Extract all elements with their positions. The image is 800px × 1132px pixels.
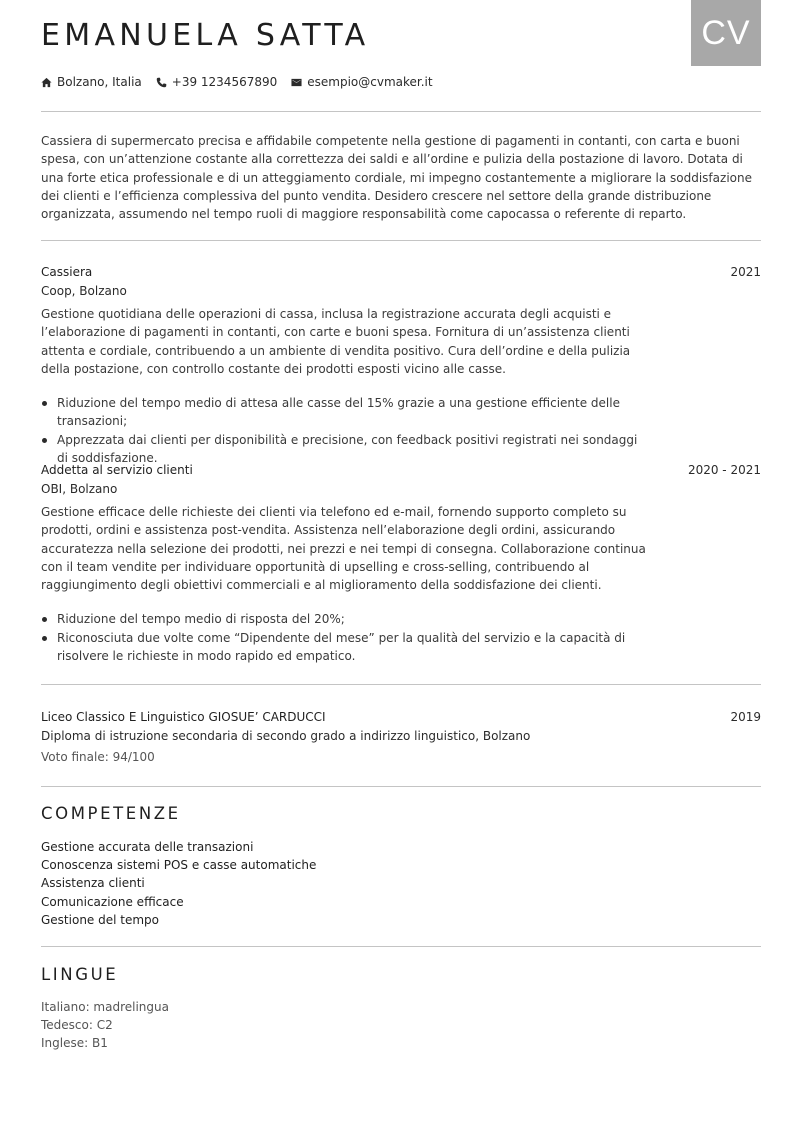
job-title: Cassiera bbox=[41, 265, 93, 279]
skill-item: Assistenza clienti bbox=[41, 876, 145, 891]
mail-icon bbox=[291, 77, 302, 88]
education-date: 2019 bbox=[730, 710, 761, 724]
job-date: 2021 bbox=[730, 265, 761, 279]
experience-entry bbox=[41, 461, 761, 665]
home-icon bbox=[41, 77, 52, 88]
final-grade: Voto finale: 94/100 bbox=[41, 750, 155, 764]
achievement-item: Riduzione del tempo medio di attesa alle casse del 15% grazie a una gestione efficiente delle transazioni; bbox=[41, 394, 641, 431]
experience-entry bbox=[41, 263, 761, 467]
cv-badge: CV bbox=[691, 0, 761, 66]
skill-item: Gestione del tempo bbox=[41, 912, 160, 927]
language-item: Italiano: madrelingua bbox=[41, 1000, 169, 1014]
school-name: Liceo Classico E Linguistico GIOSUE’ CARDUCCI bbox=[41, 710, 326, 724]
divider bbox=[41, 111, 761, 112]
job-description: Gestione efficace delle richieste dei clienti via telefono ed e-mail, fornendo supporto completo su prodotti, ordini e assistenza post-vendita. Assistenza nell’elaborazione degli ordini, assicurando accuratezza nella selezione dei prodotti, nei prezzi e nei tempi di consegna. Collaborazione continua con il team vendite per individuare opportunità di upselling e cross-selling, contribuendo al raggiungimento degli obiettivi commerciali e al miglioramento della soddisfazione dei clienti. bbox=[41, 505, 646, 593]
language-item: Inglese: B1 bbox=[41, 1036, 108, 1051]
achievement-item: Apprezzata dai clienti per disponibilità e precisione, con feedback positivi registrati nei sondaggi di soddisfazione. bbox=[41, 431, 641, 468]
skills-heading: COMPETENZE bbox=[41, 804, 181, 823]
divider bbox=[41, 946, 761, 947]
contact-bar bbox=[41, 73, 447, 91]
job-title: Addetta al servizio clienti bbox=[41, 463, 193, 477]
contact-location bbox=[41, 75, 142, 89]
location-text: Bolzano, Italia bbox=[57, 75, 142, 89]
contact-phone bbox=[156, 75, 278, 89]
divider bbox=[41, 786, 761, 787]
degree: Diploma di istruzione secondaria di secondo grado a indirizzo linguistico, Bolzano bbox=[41, 729, 531, 743]
achievement-list bbox=[41, 610, 641, 665]
achievement-item: Riduzione del tempo medio di risposta del 20%; bbox=[41, 610, 641, 628]
phone-text: +39 1234567890 bbox=[171, 75, 278, 89]
profile-summary: Cassiera di supermercato precisa e affidabile competente nella gestione di pagamenti in contanti, con carta e buoni spesa, con un’attenzione costante alla correttezza dei saldi e all’ordine e pulizia della postazione di lavoro. Dotata di una forte etica professionale e di un atteggiamento cordiale, mi impegno costantemente a migliorare la soddisfazione dei clienti e l’efficienza complessiva del punto vendita. Desidero crescere nel settore della grande distribuzione organizzata, assumendo nel tempo ruoli di maggiore responsabilità come capocassa o referente di reparto. bbox=[41, 134, 752, 222]
job-description: Gestione quotidiana delle operazioni di cassa, inclusa la registrazione accurata degli acquisti e l’elaborazione di pagamenti in contanti, con carte e buoni spesa. Fornitura di un’assistenza clienti attenta e cordiale, contribuendo a un ambiente di vendita positivo. Cura dell’ordine e della pulizia della postazione, con controllo costante dei prodotti esposti vicino alle casse. bbox=[41, 307, 631, 376]
job-date: 2020 - 2021 bbox=[687, 463, 761, 477]
language-item: Tedesco: C2 bbox=[41, 1018, 113, 1033]
achievement-list bbox=[41, 394, 641, 467]
education-entry bbox=[41, 708, 761, 768]
employer: OBI, Bolzano bbox=[41, 482, 118, 496]
skills-list bbox=[41, 838, 316, 929]
divider bbox=[41, 240, 761, 241]
employer: Coop, Bolzano bbox=[41, 284, 127, 298]
email-text: esempio@cvmaker.it bbox=[307, 75, 433, 89]
languages-list bbox=[41, 998, 169, 1053]
languages-heading: LINGUE bbox=[41, 965, 119, 984]
contact-email bbox=[291, 75, 432, 89]
achievement-item: Riconosciuta due volte come “Dipendente del mese” per la qualità del servizio e la capacità di risolvere le richieste in modo rapido ed empatico. bbox=[41, 629, 641, 666]
skill-item: Conoscenza sistemi POS e casse automatiche bbox=[41, 858, 317, 873]
skill-item: Comunicazione efficace bbox=[41, 894, 184, 909]
candidate-name: EMANUELA SATTA bbox=[41, 18, 370, 53]
phone-icon bbox=[156, 77, 167, 88]
divider bbox=[41, 684, 761, 685]
skill-item: Gestione accurata delle transazioni bbox=[41, 840, 254, 854]
